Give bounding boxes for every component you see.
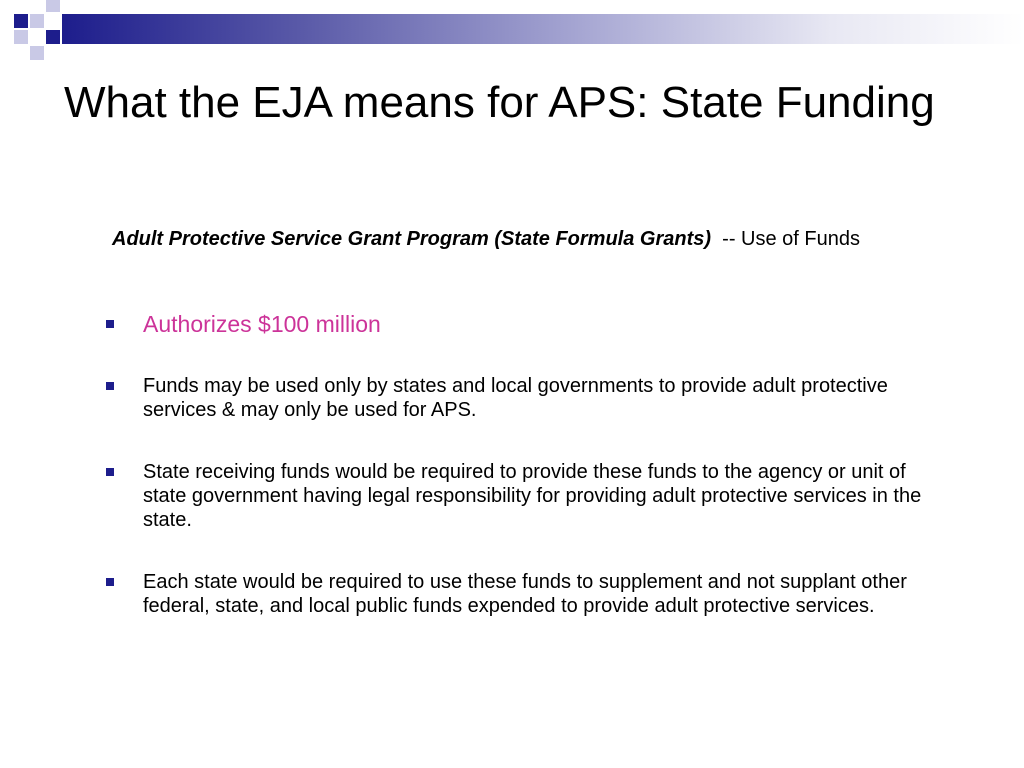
subtitle-emphasis: Adult Protective Service Grant Program (State Formula Grants) (112, 228, 712, 250)
bullet-item (100, 374, 940, 422)
header-decoration (0, 0, 1024, 64)
square-bullet-icon (106, 382, 114, 390)
bullet-item (100, 310, 940, 338)
decor-square (30, 14, 44, 28)
square-bullet-icon (106, 578, 114, 586)
bullet-item (100, 570, 940, 618)
decor-square (14, 30, 28, 44)
decor-square (46, 30, 60, 44)
square-bullet-icon (106, 320, 114, 328)
subtitle-rest: -- Use of Funds (722, 228, 860, 250)
square-bullet-icon (106, 468, 114, 476)
bullet-text: Authorizes $100 million (143, 311, 381, 337)
bullet-text: Funds may be used only by states and local governments to provide adult protective services & may only be used for APS. (143, 375, 888, 421)
header-gradient-bar (62, 14, 1024, 44)
decor-square (46, 0, 60, 12)
bullet-item (100, 460, 940, 532)
bullet-text: Each state would be required to use these funds to supplement and not supplant other federal, state, and local public funds expended to provide adult protective services. (143, 571, 907, 617)
decor-square (14, 14, 28, 28)
slide-subtitle (112, 227, 964, 252)
slide-title: What the EJA means for APS: State Funding (64, 78, 935, 127)
decor-square (30, 46, 44, 60)
bullet-text: State receiving funds would be required to provide these funds to the agency or unit of state government having legal responsibility for providing adult protective services in the state. (143, 461, 922, 531)
bullet-list (100, 310, 940, 656)
